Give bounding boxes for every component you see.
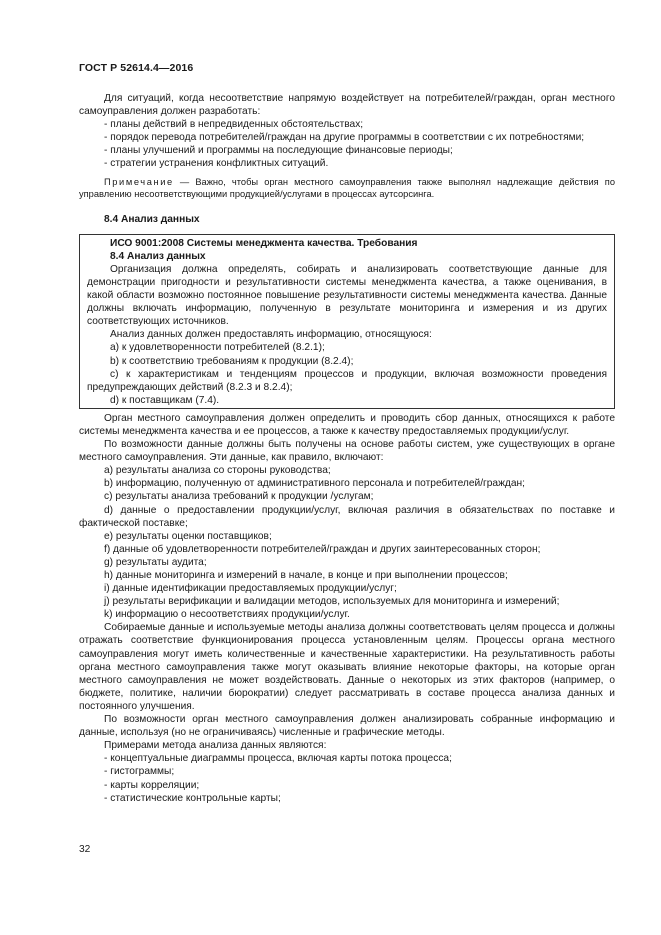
page-content	[79, 92, 615, 805]
box-list-item: c) к характеристикам и тенденциям процессов и продукции, включая возможности проведения предупреждающих действий (8.2.3 и 8.2.4);	[87, 368, 607, 393]
page-number: 32	[79, 844, 91, 855]
note-text: — Важно, чтобы орган местного самоуправления также выполнял надлежащие действия по управлению несоответствующими продукцией/услугами в процессах аутсорсинга.	[79, 176, 615, 199]
list-item: a) результаты анализа со стороны руководства;	[104, 465, 331, 477]
list-item: b) информацию, полученную от административного персонала и потребителей/граждан;	[104, 478, 525, 490]
list-item: - планы действий в непредвиденных обстоятельствах;	[104, 119, 364, 131]
standard-quote-box	[79, 234, 615, 409]
note-label: Примечание	[104, 176, 174, 187]
box-title-clause: 8.4 Анализ данных	[110, 250, 206, 262]
list-item: - статистические контрольные карты;	[104, 792, 281, 804]
box-list-item: a) к удовлетворенности потребителей (8.2.1);	[110, 342, 325, 354]
list-item: g) результаты аудита;	[104, 556, 207, 568]
intro-list	[79, 118, 615, 170]
box-paragraph: Организация должна определять, собирать и анализировать соответствующие данные для демонстрации пригодности и результативности системы менеджмента качества, а также оценивания, в какой области возможно постоянное повышение результативности системы менеджмента качества. Данные должны включать информацию, полученную в результате мониторинга и измерения и из других соответствующих источников.	[87, 263, 607, 328]
list-item: k) информацию о несоответствиях продукции/услуг.	[104, 609, 350, 621]
list-item: f) данные об удовлетворенности потребителей/граждан и других заинтересованных сторон;	[104, 543, 541, 555]
list-item: - стратегии устранения конфликтных ситуаций.	[104, 158, 329, 170]
body-paragraph: По возможности данные должны быть получены на основе работы систем, уже существующих в органе местного самоуправления. Эти данные, как правило, включают:	[79, 439, 615, 464]
box-title-standard: ИСО 9001:2008 Системы менеджмента качества. Требования	[110, 237, 418, 249]
examples-list	[79, 752, 615, 804]
list-item: - порядок перевода потребителей/граждан на другие программы в соответствии с их потребностями;	[104, 132, 585, 144]
list-item: - концептуальные диаграммы процесса, включая карты потока процесса;	[104, 753, 452, 765]
body-paragraph: Собираемые данные и используемые методы анализа должны соответствовать целям процесса и должны отражать соответствие функционирования процесса установленным целям. Процессы органа местного самоуправления могут иметь количественные и качественные характеристики. На результативность работы органа местного самоуправления также могут оказывать влияние некоторые факторы, на которые орган местного самоуправления не может воздействовать. Данные о некоторых из этих факторов (например, о бюджете, политике, наличии бюрократии) следует рассматривать в составе процесса анализа данных и постоянного улучшения.	[79, 622, 615, 712]
intro-paragraph: Для ситуаций, когда несоответствие напрямую воздействует на потребителей/граждан, орган местного самоуправления должен разработать:	[79, 93, 615, 118]
section-title: 8.4 Анализ данных	[104, 213, 200, 225]
body-paragraph: По возможности орган местного самоуправления должен анализировать собранные информацию и данные, используя (но не ограничиваясь) численные и графические методы.	[79, 714, 615, 739]
box-paragraph: Анализ данных должен предоставлять информацию, относящуюся:	[110, 329, 432, 341]
data-sources-list	[79, 464, 615, 621]
list-item: e) результаты оценки поставщиков;	[104, 530, 272, 542]
list-item: - карты корреляции;	[104, 779, 200, 791]
body-paragraph: Орган местного самоуправления должен определить и проводить сбор данных, относящихся к работе системы менеджмента качества и ее процессов, а также к качеству предоставляемых продукции/услуг.	[79, 412, 615, 437]
list-item: - гистограммы;	[104, 766, 175, 778]
list-item: i) данные идентификации предоставляемых продукции/услуг;	[104, 583, 397, 595]
document-header: ГОСТ Р 52614.4—2016	[79, 62, 194, 74]
note-paragraph	[79, 176, 615, 200]
list-item: c) результаты анализа требований к продукции /услугам;	[104, 491, 374, 503]
box-list-item: b) к соответствию требованиям к продукции (8.2.4);	[110, 355, 354, 367]
list-item: j) результаты верификации и валидации методов, используемых для мониторинга и измерений;	[104, 596, 560, 608]
list-item: d) данные о предоставлении продукции/услуг, включая различия в обязательствах по поставке и фактической поставке;	[79, 504, 615, 529]
list-item: - планы улучшений и программы на последующие финансовые периоды;	[104, 145, 453, 157]
list-item: h) данные мониторинга и измерений в начале, в конце и при выполнении процессов;	[104, 570, 508, 581]
body-paragraph: Примерами метода анализа данных являются:	[104, 740, 327, 752]
box-list-item: d) к поставщикам (7.4).	[110, 394, 220, 406]
